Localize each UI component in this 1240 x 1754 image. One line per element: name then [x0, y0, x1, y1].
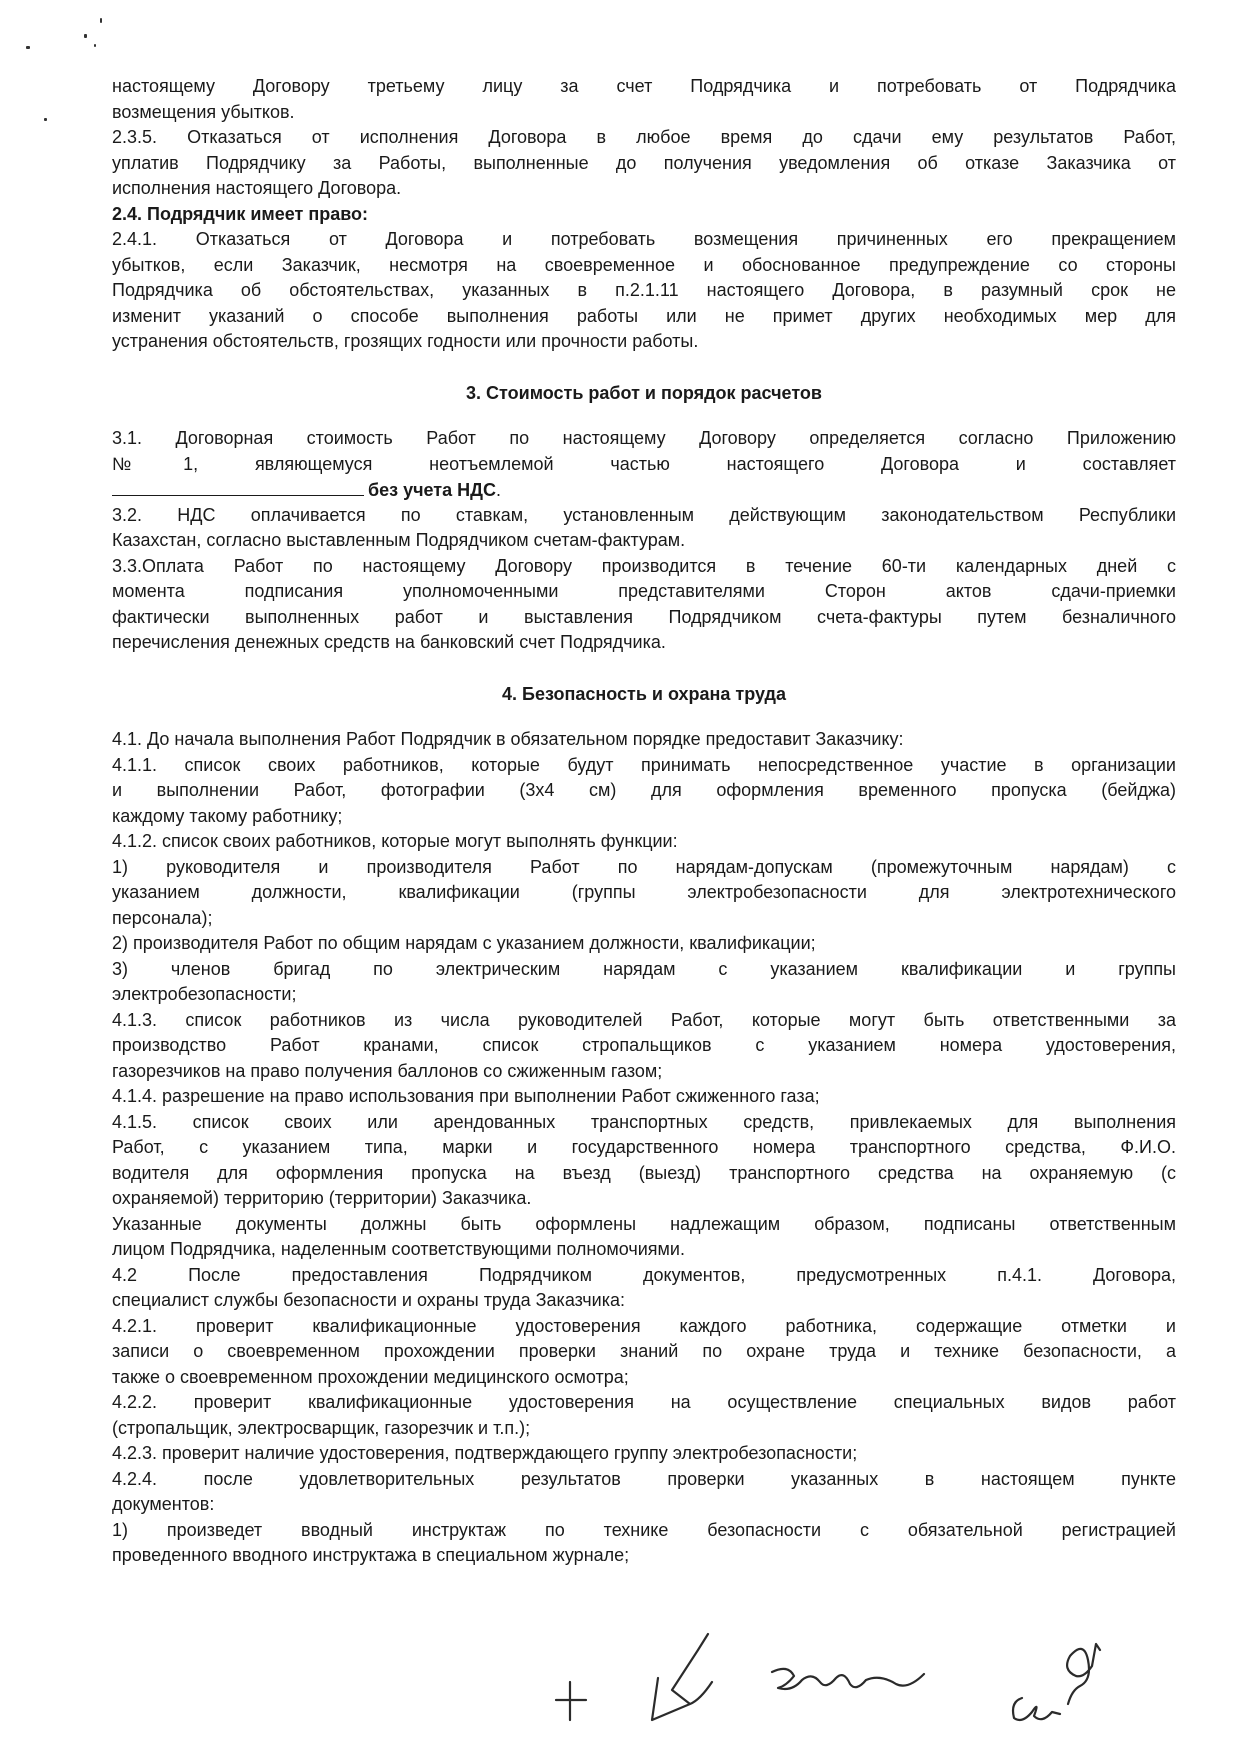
text-line: и выполнении Работ, фотографии (3х4 см) для оформления временного пропуска (бейджа)	[112, 780, 1176, 800]
section-heading: 4. Безопасность и охрана труда	[502, 683, 786, 704]
text-line: 4.2.4. после удовлетворительных результатов проверки указанных в настоящем пункте	[112, 1468, 1176, 1489]
text-line: специалист службы безопасности и охраны труда Заказчика:	[112, 1290, 625, 1310]
text-line: проведенного вводного инструктажа в специальном журнале;	[112, 1545, 630, 1565]
text-line: устранения обстоятельств, грозящих годности или прочности работы.	[112, 331, 699, 351]
text-line: исполнения настоящего Договора.	[112, 178, 402, 198]
text-line: 4.2.1. проверит квалификационные удостоверения каждого работника, содержащие отметки и	[112, 1315, 1176, 1336]
text-line: 2.4.1. Отказаться от Договора и потребовать возмещения причиненных его прекращением	[112, 229, 1176, 249]
text-line: 1) руководителя и производителя Работ по нарядам-допускам (промежуточным нарядам) с	[112, 856, 1176, 877]
text-line: 3.1. Договорная стоимость Работ по настоящему Договору определяется согласно Приложению	[112, 428, 1176, 448]
text-line: 4.1. До начала выполнения Работ Подрядчик в обязательном порядке предоставит Заказчику:	[112, 729, 904, 749]
text-line: Указанные документы должны быть оформлены надлежащим образом, подписаны ответственным	[112, 1213, 1176, 1234]
text-line: 4.2.2. проверит квалификационные удостоверения на осуществление специальных видов работ	[112, 1392, 1176, 1412]
amount-blank-field	[112, 477, 364, 496]
text-line: 3.3.Оплата Работ по настоящему Договору производится в течение 60-ти календарных дней с	[112, 555, 1176, 576]
text-line: 4.1.4. разрешение на право использования при выполнении Работ сжиженного газа;	[112, 1086, 820, 1106]
text-line: производство Работ кранами, список стропальщиков с указанием номера удостоверения,	[112, 1035, 1176, 1055]
signature-3	[1013, 1644, 1100, 1720]
text-line: 3.2. НДС оплачивается по ставкам, установленным действующим законодательством Республики	[112, 504, 1176, 525]
text-line: охраняемой) территорию (территории) Заказчика.	[112, 1188, 532, 1208]
text-line: 4.2 После предоставления Подрядчиком документов, предусмотренных п.4.1. Договора,	[112, 1264, 1176, 1285]
text-line: записи о своевременном прохождении проверки знаний по охране труда и технике безопасности, а	[112, 1341, 1176, 1361]
text-line: Казахстан, согласно выставленным Подрядчиком счетам-фактурам.	[112, 530, 686, 550]
scan-speck	[84, 34, 87, 38]
text-line: №1, являющемуся неотъемлемой частью настоящего Договора и составляет	[112, 453, 1176, 474]
text-line: момента подписания уполномоченными представителями Сторон актов сдачи-приемки	[112, 581, 1176, 601]
text-line: настоящему Договору третьему лицу за счет Подрядчика и потребовать от Подрядчика	[112, 76, 1176, 96]
text-line: документов:	[112, 1494, 215, 1514]
text-line: изменит указаний о способе выполнения работы или не примет других необходимых мер для	[112, 305, 1176, 326]
text-line: 3) членов бригад по электрическим нарядам с указанием квалификации и группы	[112, 958, 1176, 979]
text-line: 4.1.1. список своих работников, которые будут принимать непосредственное участие в организации	[112, 754, 1176, 775]
scan-speck	[44, 118, 47, 121]
text-line: фактически выполненных работ и выставления Подрядчиком счета-фактуры путем безналичного	[112, 606, 1176, 627]
text-line: перечисления денежных средств на банковский счет Подрядчика.	[112, 632, 666, 652]
vat-note-period: .	[495, 480, 501, 500]
signature-2	[772, 1669, 924, 1689]
scan-speck	[100, 18, 102, 23]
text-line	[112, 477, 1176, 503]
text-line: 1) произведет вводный инструктаж по технике безопасности с обязательной регистрацией	[112, 1519, 1176, 1540]
signatures	[540, 1620, 1180, 1740]
text-line: электробезопасности;	[112, 984, 297, 1004]
text-line: лицом Подрядчика, наделенным соответствующими полномочиями.	[112, 1239, 685, 1259]
vat-note: без учета НДС	[368, 480, 496, 500]
text-line: каждому такому работнику;	[112, 805, 343, 826]
text-line: газорезчиков на право получения баллонов со сжиженным газом;	[112, 1060, 663, 1081]
signature-1	[652, 1634, 712, 1720]
text-line: персонала);	[112, 907, 213, 928]
text-line: Работ, с указанием типа, марки и государственного номера транспортного средства, Ф.И.О.	[112, 1137, 1176, 1157]
scan-speck	[26, 46, 30, 49]
text-line: 4.2.3. проверит наличие удостоверения, подтверждающего группу электробезопасности;	[112, 1443, 858, 1463]
section-heading: 3. Стоимость работ и порядок расчетов	[466, 382, 822, 403]
text-line: 4.1.5. список своих или арендованных транспортных средств, привлекаемых для выполнения	[112, 1111, 1176, 1132]
document-page	[112, 74, 1176, 1569]
text-line: Подрядчика об обстоятельствах, указанных в п.2.1.11 настоящего Договора, в разумный срок не	[112, 280, 1176, 300]
text-line: 4.1.2. список своих работников, которые могут выполнять функции:	[112, 831, 678, 851]
text-line: также о своевременном прохождении медицинского осмотра;	[112, 1366, 629, 1387]
text-line: водителя для оформления пропуска на въезд (выезд) транспортного средства на охраняемую (с	[112, 1162, 1176, 1183]
text-line: (стропальщик, электросварщик, газорезчик и т.п.);	[112, 1417, 531, 1438]
text-line: 2.3.5. Отказаться от исполнения Договора в любое время до сдачи ему результатов Работ,	[112, 127, 1176, 147]
text-line: 4.1.3. список работников из числа руководителей Работ, которые могут быть ответственными за	[112, 1009, 1176, 1030]
text-line: возмещения убытков.	[112, 101, 295, 122]
text-line: уплатив Подрядчику за Работы, выполненные до получения уведомления об отказе Заказчика от	[112, 152, 1176, 173]
text-line: 2) производителя Работ по общим нарядам с указанием должности, квалификации;	[112, 933, 816, 953]
scan-speck	[94, 44, 96, 47]
text-line: убытков, если Заказчик, несмотря на своевременное и обоснованное предупреждение со стороны	[112, 254, 1176, 275]
text-line: указанием должности, квалификации (группы электробезопасности для электротехнического	[112, 882, 1176, 902]
signature-mark-plus	[556, 1682, 586, 1720]
subsection-title: 2.4. Подрядчик имеет право:	[112, 203, 369, 224]
